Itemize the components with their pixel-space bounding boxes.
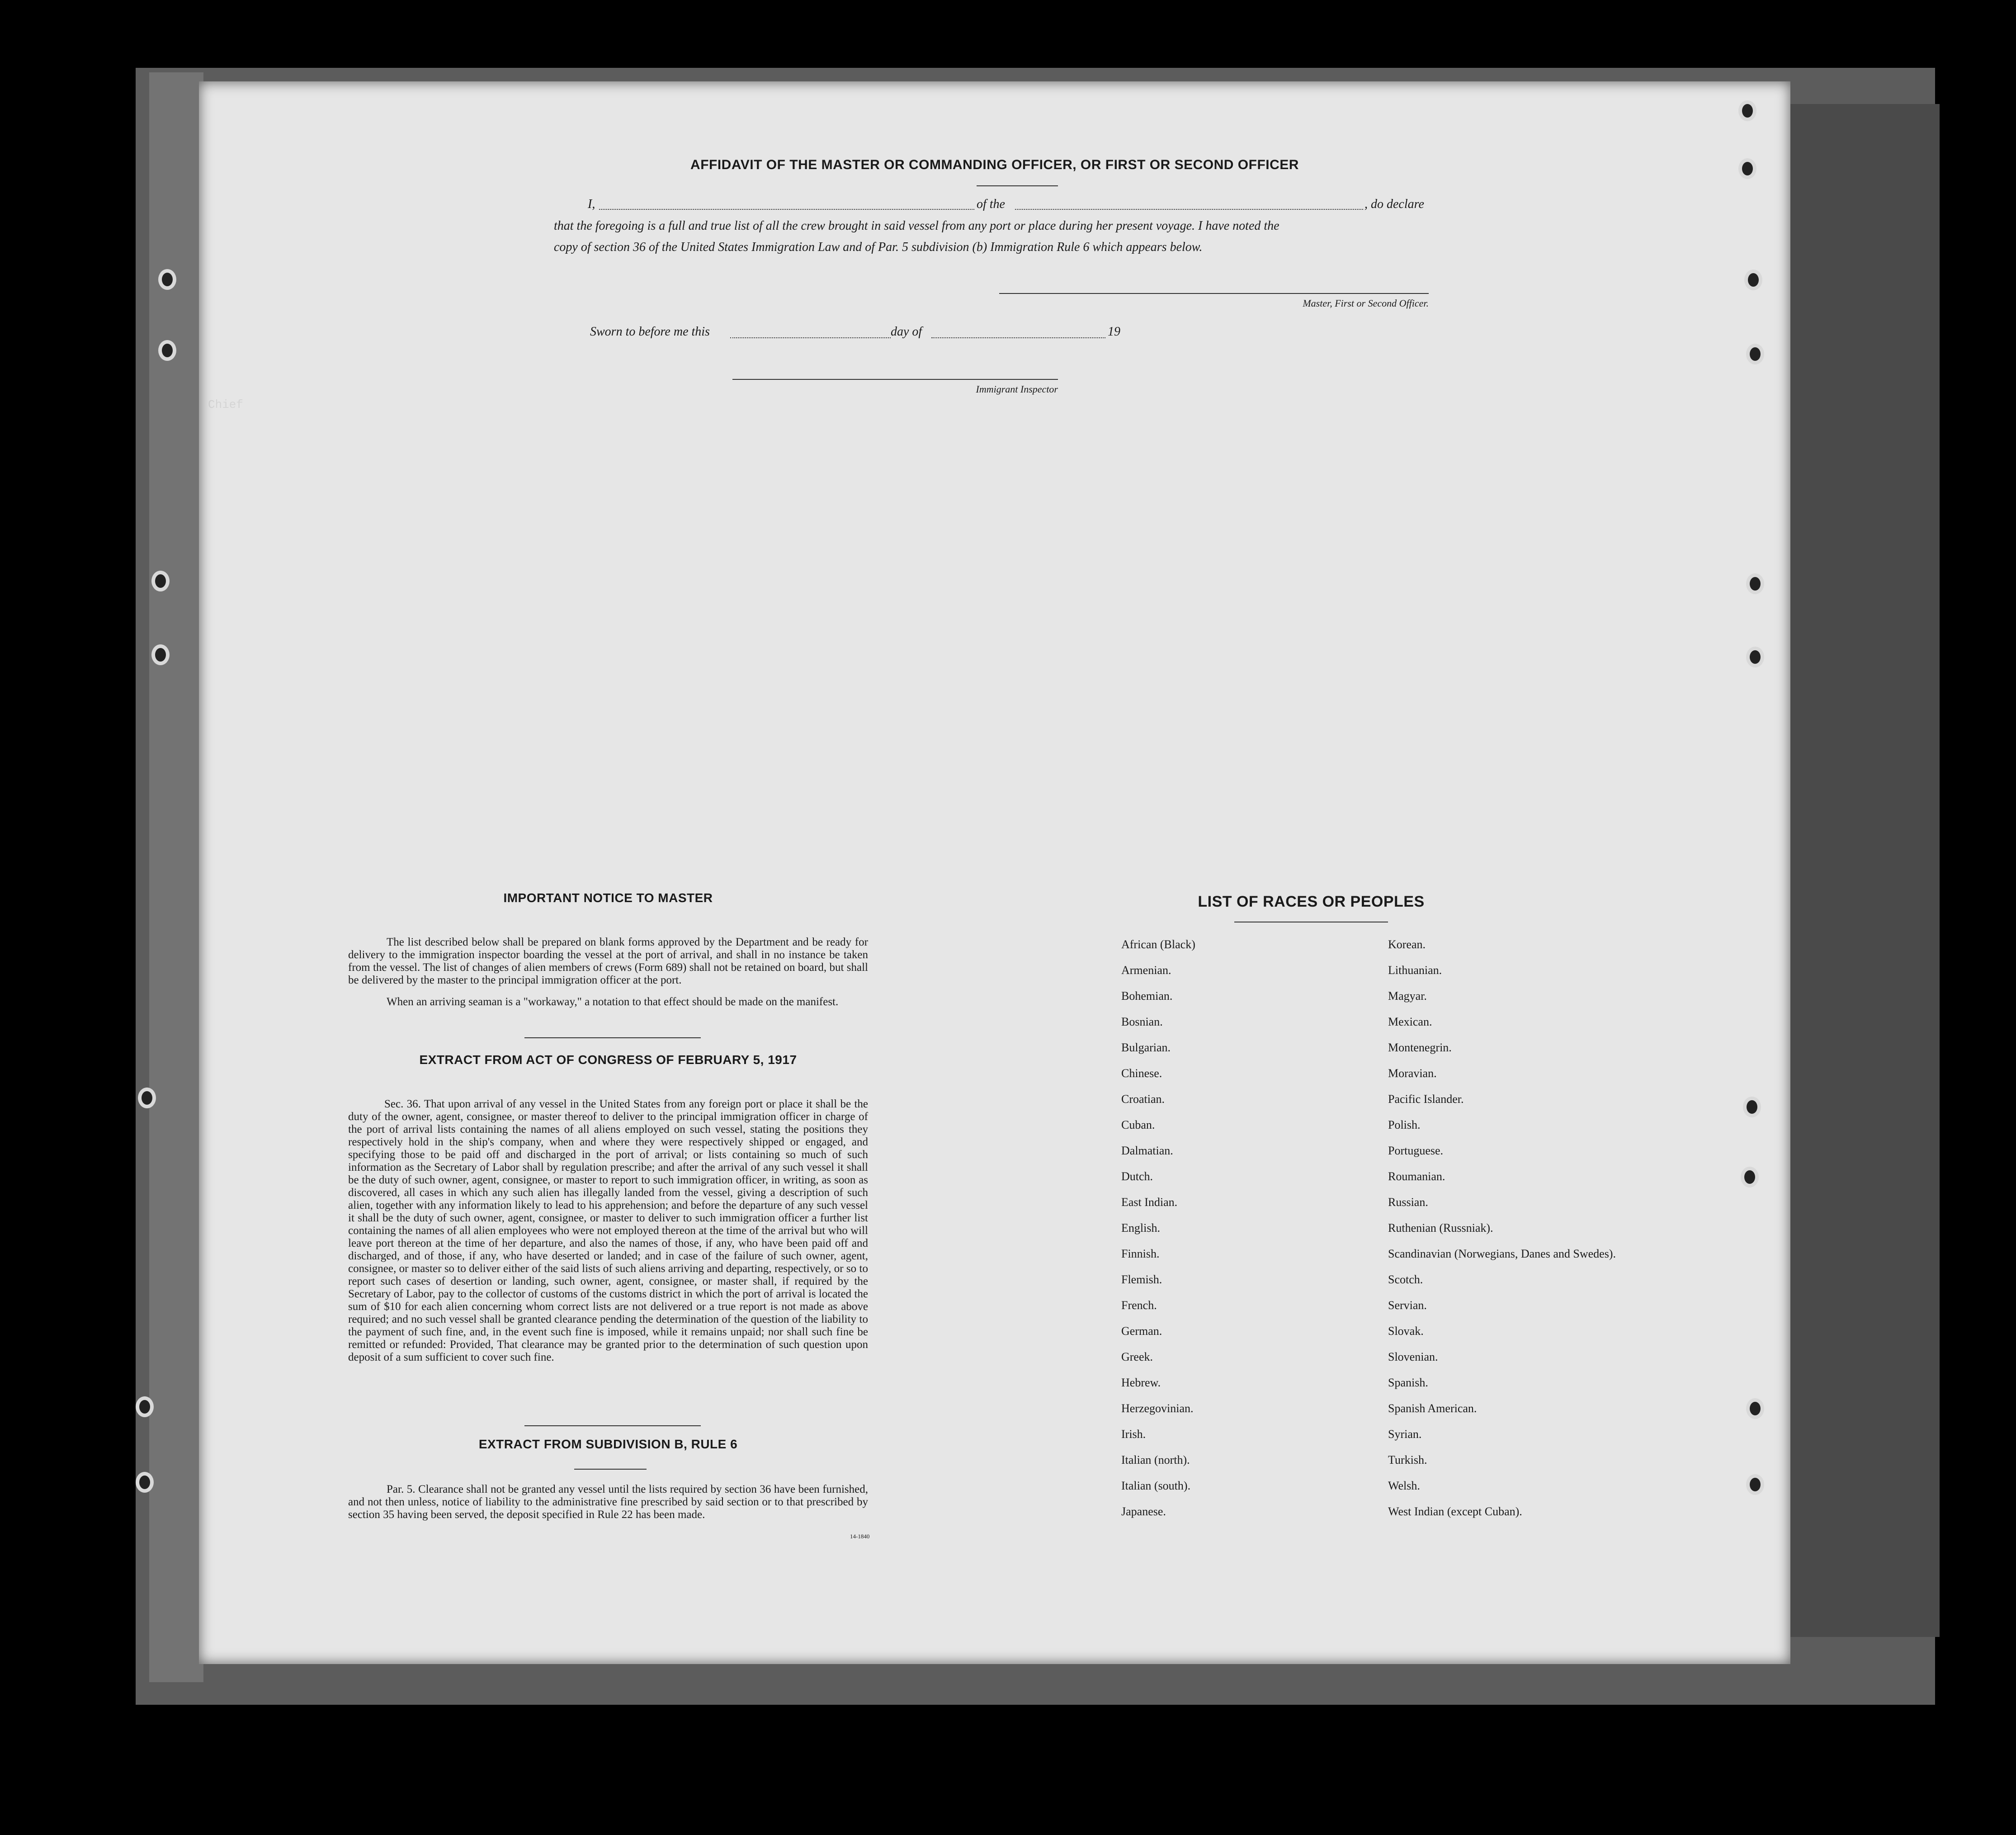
scan-background-right: [1790, 104, 1940, 1637]
affidavit-of-the-label: of the: [977, 197, 1005, 211]
race-item: Bulgarian.: [1121, 1041, 1171, 1054]
sworn-day-of-label: day of: [891, 325, 922, 339]
binder-hole: [1746, 344, 1764, 364]
race-item: Irish.: [1121, 1428, 1146, 1441]
race-item: Pacific Islander.: [1388, 1092, 1464, 1106]
affidavit-line-3: copy of section 36 of the United States Immigration Law and of Par. 5 subdivision (b) Immigration Rule 6 which appears below.: [554, 240, 1203, 254]
race-item: Portuguese.: [1388, 1144, 1444, 1157]
inspector-signature-line[interactable]: [732, 379, 1058, 380]
race-item: Italian (north).: [1121, 1453, 1190, 1466]
notice-divider: [524, 1037, 701, 1038]
binder-hole: [158, 340, 176, 361]
race-item: Ruthenian (Russniak).: [1388, 1221, 1493, 1234]
race-item: French.: [1121, 1299, 1157, 1312]
page-left-edge: [149, 72, 203, 1682]
race-item: Herzegovinian.: [1121, 1402, 1194, 1415]
name-blank[interactable]: [599, 209, 974, 210]
sworn-label: Sworn to before me this: [590, 325, 710, 339]
race-item: Cuban.: [1121, 1118, 1155, 1131]
race-item: Finnish.: [1121, 1247, 1160, 1260]
binder-hole: [1746, 573, 1764, 594]
form-number: 14-1840: [850, 1533, 870, 1540]
sworn-day-blank[interactable]: [730, 337, 891, 338]
document-page: [199, 81, 1790, 1664]
binder-hole: [136, 1472, 154, 1493]
race-item: Russian.: [1388, 1196, 1428, 1209]
title-divider: [977, 185, 1058, 186]
binder-hole: [1741, 1167, 1759, 1187]
race-item: Lithuanian.: [1388, 964, 1442, 977]
race-item: Hebrew.: [1121, 1376, 1161, 1389]
race-item: Japanese.: [1121, 1505, 1166, 1518]
race-item: Slovenian.: [1388, 1350, 1438, 1363]
race-item: Bohemian.: [1121, 989, 1173, 1003]
extract-rule-title: EXTRACT FROM SUBDIVISION B, RULE 6: [478, 1437, 738, 1451]
extract-divider: [524, 1425, 701, 1426]
binder-hole: [1738, 158, 1756, 179]
race-item: Servian.: [1388, 1299, 1427, 1312]
race-item: Spanish American.: [1388, 1402, 1477, 1415]
race-item: Roumanian.: [1388, 1170, 1445, 1183]
binder-hole: [138, 1088, 156, 1108]
extract-act-text: Sec. 36. That upon arrival of any vessel in the United States from any foreign port or place it shall be the duty of the owner, agent, consignee, or master thereof to deliver to the principal immigration officer in charge of the port of arrival lists containing the names of all aliens employed on such vessel, stating the positions they respectively hold in the ship's company, when and where they were respectively shipped or engaged, and specifying those to be paid off and discharged in the port of arrival; or lists containing so much of such information as the Secretary of Labor shall by regulation prescribe; and after the arrival of any such vessel it shall be the duty of such owner, agent, consignee, or master to report to such immigration officer, in writing, as soon as discovered, all cases in which any such alien has illegally landed from the vessel, giving a description of such alien, together with any information likely to lead to his apprehension; and before the departure of any such vessel it shall be the duty of such owner, agent, consignee, or master to deliver to such immigration officer a further list containing the names of all alien employees who were not employed thereon at the time of the arrival but who will leave port thereon at the time of her departure, and also the names of those, if any, who have been paid off and discharged, and of those, if any, who have deserted or landed; and in case of the failure of such owner, agent, consignee, or master so to deliver either of the said lists of such aliens arriving and departing, respectively, or so to report such cases of desertion or landing, such owner, agent, consignee, or master shall, if required by the Secretary of Labor, pay to the collector of customs of the customs district in which the port of arrival is located the sum of $10 for each alien concerning whom correct lists are not delivered or a true report is not made as above required; and no such vessel shall be granted clearance pending the determination of the question of the liability to the payment of such fine, and, in the event such fine is imposed, while it remains unpaid; nor shall such fine be remitted or refunded: Provided, That clearance may be granted prior to the determination of such question upon deposit of a sum sufficient to cover such fine.: [348, 1098, 868, 1363]
race-item: Magyar.: [1388, 989, 1427, 1003]
race-item: Chinese.: [1121, 1067, 1162, 1080]
binder-hole: [1746, 1474, 1764, 1495]
extract-rule-text: Par. 5. Clearance shall not be granted any vessel until the lists required by section 36 have been furnished, and not then unless, notice of liability to the administrative fine prescribed by said section or to that prescribed by section 35 having been served, the deposit specified in Rule 22 has been made.: [348, 1483, 868, 1521]
races-left-column: [1121, 932, 1195, 1524]
affidavit-title: AFFIDAVIT OF THE MASTER OR COMMANDING OFFICER, OR FIRST OR SECOND OFFICER: [690, 157, 1299, 172]
affidavit-i-label: I,: [588, 197, 595, 211]
inspector-caption: Immigrant Inspector: [976, 383, 1058, 395]
race-item: Scotch.: [1388, 1273, 1423, 1286]
binder-hole: [151, 571, 170, 591]
affidavit-declare-label: , do declare: [1364, 197, 1424, 211]
rule-title-divider: [574, 1469, 647, 1470]
notice-title: IMPORTANT NOTICE TO MASTER: [503, 891, 713, 905]
binder-hole: [1738, 100, 1756, 121]
binder-hole: [136, 1396, 154, 1417]
sworn-year-label: 19: [1108, 325, 1120, 339]
race-item: English.: [1121, 1221, 1160, 1234]
race-item: African (Black): [1121, 938, 1195, 951]
signature-caption: Master, First or Second Officer.: [1303, 298, 1429, 309]
sworn-month-blank[interactable]: [931, 337, 1105, 338]
race-item: Armenian.: [1121, 964, 1171, 977]
race-item: East Indian.: [1121, 1196, 1178, 1209]
binder-hole: [1746, 647, 1764, 667]
binder-hole: [1744, 270, 1762, 290]
race-item: West Indian (except Cuban).: [1388, 1505, 1522, 1518]
race-item: Slovak.: [1388, 1324, 1424, 1338]
binder-hole: [1746, 1398, 1764, 1419]
race-item: Flemish.: [1121, 1273, 1162, 1286]
race-item: German.: [1121, 1324, 1162, 1338]
binder-hole: [158, 269, 176, 290]
race-item: Italian (south).: [1121, 1479, 1191, 1492]
race-item: Croatian.: [1121, 1092, 1165, 1106]
race-item: Dutch.: [1121, 1170, 1153, 1183]
race-item: Turkish.: [1388, 1453, 1427, 1466]
notice-paragraph-2: When an arriving seaman is a "workaway," a notation to that effect should be made on the manifest.: [387, 996, 839, 1008]
race-item: Scandinavian (Norwegians, Danes and Swedes).: [1388, 1247, 1616, 1260]
notice-paragraph-1: The list described below shall be prepared on blank forms approved by the Department and be ready for delivery to the immigration inspector boarding the vessel at the port of arrival, and shall in no instance be taken from the vessel. The list of changes of alien members of crews (Form 689) shall not be retained on board, but shall be delivered by the master to the principal immigration officer at the port.: [348, 936, 868, 986]
race-item: Greek.: [1121, 1350, 1153, 1363]
extract-act-title: EXTRACT FROM ACT OF CONGRESS OF FEBRUARY 5, 1917: [419, 1053, 797, 1067]
bleed-through-text: Chief: [208, 398, 787, 411]
race-item: Welsh.: [1388, 1479, 1420, 1492]
affidavit-line-2: that the foregoing is a full and true list of all the crew brought in said vessel from any port or place during her present voyage. I have noted the: [554, 219, 1279, 233]
race-item: Spanish.: [1388, 1376, 1428, 1389]
race-item: Dalmatian.: [1121, 1144, 1173, 1157]
race-item: Syrian.: [1388, 1428, 1422, 1441]
race-item: Bosnian.: [1121, 1015, 1163, 1028]
vessel-blank[interactable]: [1015, 209, 1363, 210]
race-item: Polish.: [1388, 1118, 1421, 1131]
race-item: Montenegrin.: [1388, 1041, 1452, 1054]
race-item: Moravian.: [1388, 1067, 1437, 1080]
race-item: Korean.: [1388, 938, 1426, 951]
signature-line[interactable]: [999, 293, 1429, 294]
races-title: LIST OF RACES OR PEOPLES: [1198, 893, 1425, 910]
race-item: Mexican.: [1388, 1015, 1432, 1028]
binder-hole: [151, 644, 170, 665]
races-right-column: [1388, 932, 1616, 1524]
binder-hole: [1743, 1097, 1761, 1117]
